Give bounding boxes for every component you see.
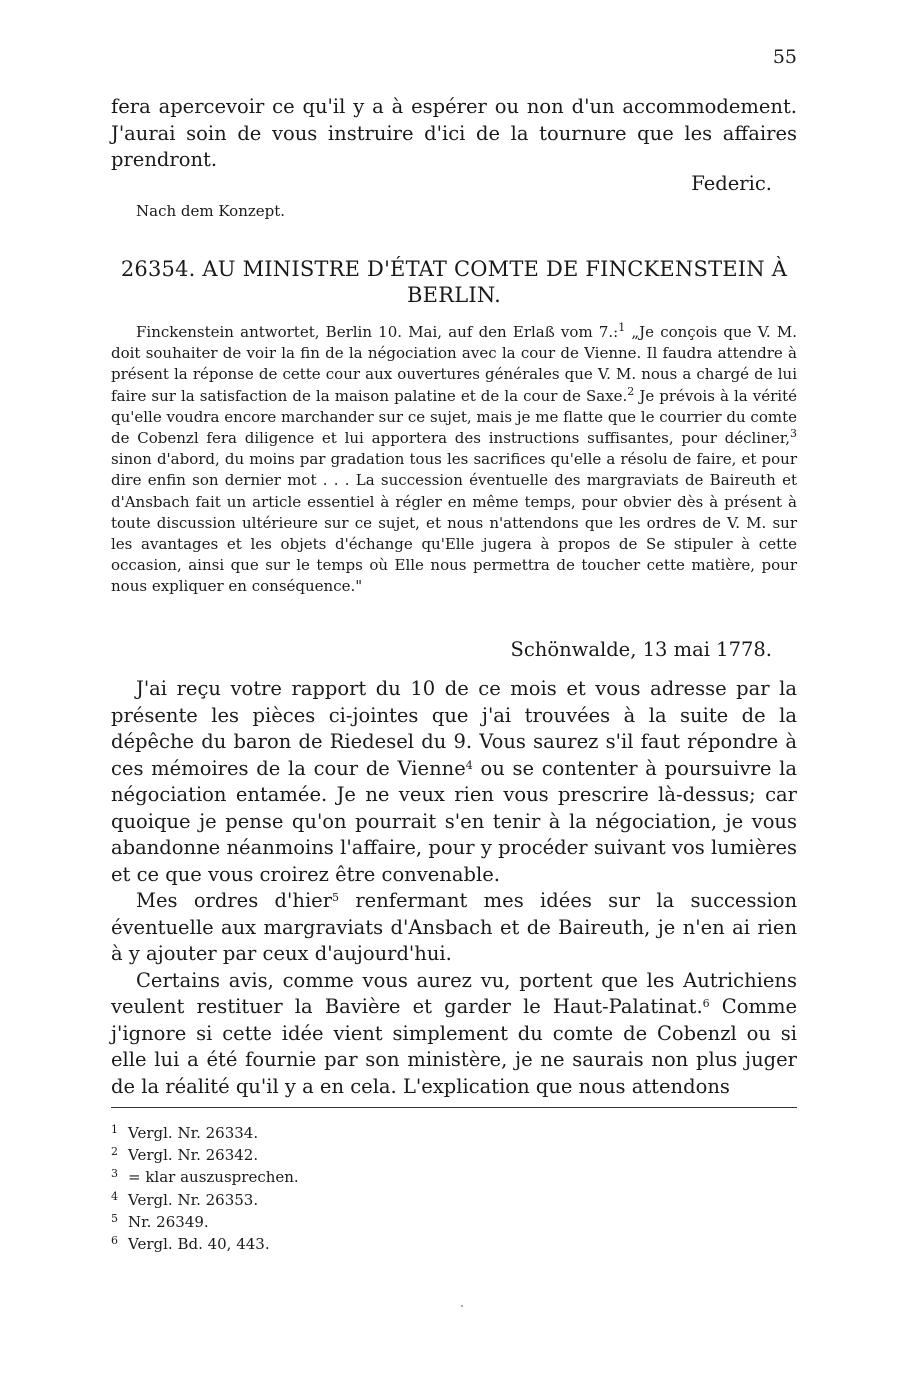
letter-title: 26354. AU MINISTRE D'ÉTAT COMTE DE FINCKENSTEIN À BERLIN. [120,257,788,307]
footnote-ref: 5 [332,890,340,904]
footnotes [111,1122,797,1255]
footnote: 4 Vergl. Nr. 26353. [111,1189,259,1209]
continuation-paragraph: fera apercevoir ce qu'il y a à espérer ou non d'un accommodement. J'aurai soin de vous instruire d'ici de la tournure que les affaires prendront. [111,95,797,171]
body-paragraph: J'ai reçu votre rapport du 10 de ce mois et vous adresse par la présente les pièces ci-jointes que j'ai trouvées à la suite de la dépêche du baron de Riedesel du 9. Vous saurez s'il faut répondre à ces mémoires de la cour de Vienne$^4$ ou se contenter à poursuivre la négociation entamée. Je ne veux rien vous prescrire là-dessus; car quoique je pense qu'on pourrait s'en tenir à la négociation, je vous abandonne néanmoins l'affaire, pour y procéder suivant vos lumières et ce que vous croirez être convenable. [111,677,797,886]
footnote-ref: 2 [627,384,635,398]
source-note: Nach dem Konzept. [136,202,286,220]
footnote: 1 Vergl. Nr. 26334. [111,1123,259,1142]
body-paragraph: Certains avis, comme vous aurez vu, portent que les Autrichiens veulent restituer la Bavière et garder le Haut-Palatinat.$^6$ Comme j'ignore si cette idée vient simplement du comte de Cobenzl ou si elle lui a été fournie par son ministère, je ne saurais non plus juger de la réalité qu'il y a en cela. L'explication que nous attendons [111,968,797,1098]
footnote: 6 Vergl. Bd. 40, 443. [111,1234,270,1254]
footnote: 3 = klar auszusprechen. [111,1167,299,1187]
page-number: 55 [772,46,797,68]
letter-body [111,676,797,1100]
footnote: 5 Nr. 26349. [111,1211,209,1231]
footnote-ref: 6 [702,996,710,1010]
footnote-divider [111,1107,797,1108]
dateline: Schönwalde, 13 mai 1778. [510,638,772,661]
footnote-ref: 3 [790,426,797,440]
footnote-ref: 1 [618,320,626,334]
footnote-ref: 4 [465,758,473,772]
letter-summary: Finckenstein antwortet, Berlin 10. Mai, auf den Erlaß vom 7.:$^1$ „Je conçois que V. M. doit souhaiter de voir la fin de la négociation avec la cour de Vienne. Il faudra attendre à présent la réponse de cette cour aux ouvertures générales que V. M. nous a chargé de lui faire sur la satisfaction de la maison palatine et de la cour de Saxe.$^2$ Je prévois à la vérité qu'elle voudra encore marchander sur ce sujet, mais je me flatte que le courrier du comte de Cobenzl fera diligence et lui apportera des instructions suffisantes, pour décliner,$^3$ sinon d'abord, du moins par gradation tous les sacrifices qu'elle a résolu de faire, et pour dire enfin son dernier mot . . . La succession éventuelle des margraviats de Baireuth et d'Ansbach fait un article essentiel à régler en même temps, pour obvier dès à présent à toute discussion ultérieure sur ce sujet, et nous n'attendons que les ordres de V. M. sur les avantages et les objets d'échange qu'Elle jugera à propos de Se stipuler à cette occasion, ainsi que sur le temps où Elle nous permettra de toucher cette matière, pour nous expliquer en conséquence." [111,320,797,596]
signature: Federic. [691,172,772,195]
footnote: 2 Vergl. Nr. 26342. [111,1145,259,1165]
body-paragraph: Mes ordres d'hier$^5$ renfermant mes idées sur la succession éventuelle aux margraviats d'Ansbach et de Baireuth, je n'en ai rien à y ajouter par ceux d'aujourd'hui. [111,889,797,965]
print-speck [461,1305,463,1307]
